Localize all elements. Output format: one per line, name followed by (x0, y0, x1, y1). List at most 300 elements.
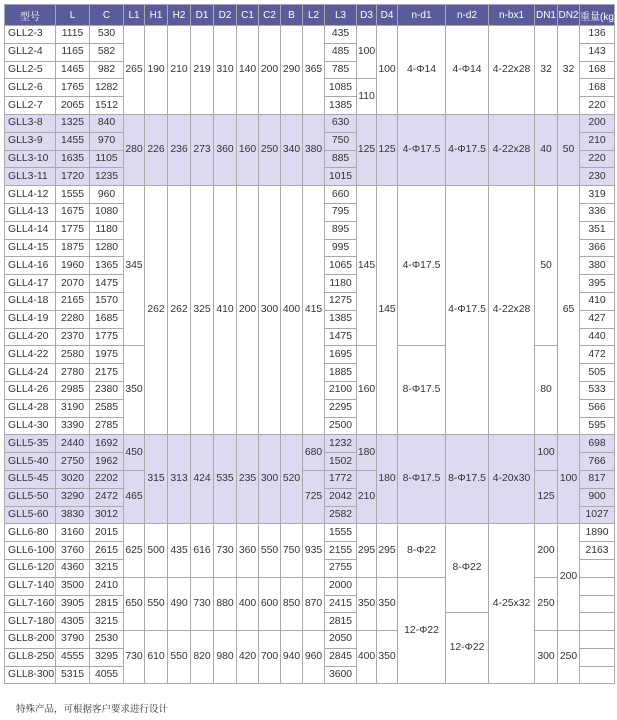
D3-cell: 110 (357, 79, 377, 115)
col-header-nd1: n-d1 (398, 5, 446, 26)
L1-cell: 465 (124, 470, 145, 523)
DN1-cell: 125 (535, 470, 558, 523)
weight-cell: 210 (580, 132, 615, 150)
H2-cell: 262 (168, 186, 191, 435)
model-cell: GLL4-28 (5, 399, 56, 417)
L3-cell: 885 (325, 150, 357, 168)
nd2-cell: 4-Φ17.5 (446, 114, 489, 185)
L1-cell: 280 (124, 114, 145, 185)
C-cell: 1685 (90, 310, 124, 328)
weight-cell (580, 648, 615, 666)
H1-cell: 190 (145, 26, 168, 115)
table-row (5, 524, 615, 542)
col-header-L: L (56, 5, 90, 26)
weight-cell: 766 (580, 453, 615, 471)
weight-cell: 220 (580, 150, 615, 168)
L3-cell: 1232 (325, 435, 357, 453)
C-cell: 1280 (90, 239, 124, 257)
C-cell: 970 (90, 132, 124, 150)
model-cell: GLL2-6 (5, 79, 56, 97)
C-cell: 1235 (90, 168, 124, 186)
DN1-cell: 100 (535, 435, 558, 471)
model-cell: GLL4-18 (5, 292, 56, 310)
nbx1-cell: 4-22x28 (489, 26, 535, 115)
model-cell: GLL4-20 (5, 328, 56, 346)
C-cell: 2410 (90, 577, 124, 595)
weight-cell: 336 (580, 203, 615, 221)
C-cell: 1512 (90, 97, 124, 115)
D1-cell: 219 (191, 26, 214, 115)
L3-cell: 2155 (325, 542, 357, 560)
C1-cell: 360 (237, 524, 259, 577)
weight-cell: 817 (580, 470, 615, 488)
col-header-weight: 重量(kg) (580, 5, 615, 26)
model-cell: GLL5-50 (5, 488, 56, 506)
col-header-L3: L3 (325, 5, 357, 26)
H2-cell: 550 (168, 631, 191, 684)
B-cell: 340 (281, 114, 303, 185)
D3-cell: 180 (357, 435, 377, 471)
DN2-cell: 50 (558, 114, 580, 185)
C-cell: 2530 (90, 631, 124, 649)
footnote: 特殊产品，可根据客户要求进行设计 (16, 704, 169, 715)
L-cell: 2580 (56, 346, 90, 364)
model-cell: GLL8-300 (5, 666, 56, 684)
D2-cell: 880 (214, 577, 237, 630)
L-cell: 3160 (56, 524, 90, 542)
L1-cell: 650 (124, 577, 145, 630)
D3-cell: 125 (357, 114, 377, 185)
L-cell: 3390 (56, 417, 90, 435)
nbx1-cell: 4-25x32 (489, 524, 535, 684)
DN1-cell: 50 (535, 186, 558, 346)
model-cell: GLL5-60 (5, 506, 56, 524)
nd1-cell: 12-Φ22 (398, 577, 446, 684)
col-header-nd2: n-d2 (446, 5, 489, 26)
L-cell: 1325 (56, 114, 90, 132)
model-cell: GLL3-8 (5, 114, 56, 132)
nd2-cell: 8-Φ17.5 (446, 435, 489, 524)
weight-cell: 1027 (580, 506, 615, 524)
C-cell: 1570 (90, 292, 124, 310)
L3-cell: 2295 (325, 399, 357, 417)
weight-cell: 533 (580, 381, 615, 399)
C-cell: 2015 (90, 524, 124, 542)
D2-cell: 980 (214, 631, 237, 684)
L-cell: 1455 (56, 132, 90, 150)
DN1-cell: 300 (535, 631, 558, 684)
H2-cell: 435 (168, 524, 191, 577)
weight-cell: 900 (580, 488, 615, 506)
DN1-cell: 250 (535, 577, 558, 630)
C-cell: 2202 (90, 470, 124, 488)
nd1-cell: 4-Φ17.5 (398, 114, 446, 185)
C-cell: 1692 (90, 435, 124, 453)
L3-cell: 630 (325, 114, 357, 132)
L3-cell: 1502 (325, 453, 357, 471)
weight-cell: 136 (580, 26, 615, 44)
L-cell: 3020 (56, 470, 90, 488)
model-cell: GLL7-180 (5, 613, 56, 631)
L1-cell: 625 (124, 524, 145, 577)
model-cell: GLL4-17 (5, 275, 56, 293)
col-header-DN2: DN2 (558, 5, 580, 26)
col-header-model: 型号 (5, 5, 56, 26)
weight-cell: 143 (580, 43, 615, 61)
DN2-cell: 200 (558, 524, 580, 631)
model-cell: GLL3-9 (5, 132, 56, 150)
weight-cell: 319 (580, 186, 615, 204)
C-cell: 960 (90, 186, 124, 204)
weight-cell: 410 (580, 292, 615, 310)
weight-cell: 505 (580, 364, 615, 382)
D2-cell: 535 (214, 435, 237, 524)
C-cell: 2472 (90, 488, 124, 506)
model-cell: GLL6-120 (5, 559, 56, 577)
weight-cell: 440 (580, 328, 615, 346)
L3-cell: 1772 (325, 470, 357, 488)
L-cell: 1775 (56, 221, 90, 239)
L-cell: 3190 (56, 399, 90, 417)
model-cell: GLL3-10 (5, 150, 56, 168)
L-cell: 2165 (56, 292, 90, 310)
C-cell: 3295 (90, 648, 124, 666)
L3-cell: 1180 (325, 275, 357, 293)
L3-cell: 1555 (325, 524, 357, 542)
col-header-nbx1: n-bx1 (489, 5, 535, 26)
D1-cell: 424 (191, 435, 214, 524)
C2-cell: 300 (259, 435, 281, 524)
L3-cell: 3600 (325, 666, 357, 684)
col-header-D1: D1 (191, 5, 214, 26)
weight-cell: 595 (580, 417, 615, 435)
D1-cell: 273 (191, 114, 214, 185)
model-cell: GLL4-15 (5, 239, 56, 257)
model-cell: GLL4-24 (5, 364, 56, 382)
C-cell: 2815 (90, 595, 124, 613)
D4-cell: 295 (377, 524, 398, 577)
L3-cell: 2050 (325, 631, 357, 649)
C-cell: 840 (90, 114, 124, 132)
L-cell: 3500 (56, 577, 90, 595)
table-row (5, 435, 615, 453)
L3-cell: 750 (325, 132, 357, 150)
model-cell: GLL5-45 (5, 470, 56, 488)
B-cell: 290 (281, 26, 303, 115)
weight-cell: 351 (580, 221, 615, 239)
L-cell: 4555 (56, 648, 90, 666)
C1-cell: 200 (237, 186, 259, 435)
C-cell: 1282 (90, 79, 124, 97)
H1-cell: 500 (145, 524, 168, 577)
D3-cell: 145 (357, 186, 377, 346)
DN2-cell: 250 (558, 631, 580, 684)
L2-cell: 415 (303, 186, 325, 435)
L2-cell: 680 (303, 435, 325, 471)
C-cell: 982 (90, 61, 124, 79)
model-cell: GLL4-16 (5, 257, 56, 275)
H1-cell: 610 (145, 631, 168, 684)
H1-cell: 226 (145, 114, 168, 185)
L3-cell: 1065 (325, 257, 357, 275)
H1-cell: 262 (145, 186, 168, 435)
L3-cell: 435 (325, 26, 357, 44)
L3-cell: 2415 (325, 595, 357, 613)
C-cell: 1475 (90, 275, 124, 293)
L2-cell: 725 (303, 470, 325, 523)
L3-cell: 1385 (325, 310, 357, 328)
L-cell: 3760 (56, 542, 90, 560)
header-row (5, 5, 615, 26)
model-cell: GLL5-40 (5, 453, 56, 471)
weight-cell: 472 (580, 346, 615, 364)
model-cell: GLL3-11 (5, 168, 56, 186)
C-cell: 1080 (90, 203, 124, 221)
weight-cell (580, 666, 615, 684)
L-cell: 2750 (56, 453, 90, 471)
L3-cell: 1885 (325, 364, 357, 382)
model-cell: GLL8-200 (5, 631, 56, 649)
nd2-cell: 8-Φ22 (446, 524, 489, 613)
L-cell: 1720 (56, 168, 90, 186)
C2-cell: 200 (259, 26, 281, 115)
C-cell: 3215 (90, 559, 124, 577)
DN2-cell: 65 (558, 186, 580, 435)
L-cell: 1555 (56, 186, 90, 204)
L-cell: 2985 (56, 381, 90, 399)
weight-cell: 1890 (580, 524, 615, 542)
L3-cell: 2815 (325, 613, 357, 631)
C-cell: 3012 (90, 506, 124, 524)
L-cell: 2370 (56, 328, 90, 346)
weight-cell (580, 595, 615, 613)
D3-cell: 100 (357, 26, 377, 79)
L-cell: 1465 (56, 61, 90, 79)
L-cell: 3830 (56, 506, 90, 524)
weight-cell: 2163 (580, 542, 615, 560)
L-cell: 1765 (56, 79, 90, 97)
B-cell: 400 (281, 186, 303, 435)
C-cell: 1105 (90, 150, 124, 168)
L-cell: 3290 (56, 488, 90, 506)
L3-cell: 2500 (325, 417, 357, 435)
L2-cell: 960 (303, 631, 325, 684)
col-header-D3: D3 (357, 5, 377, 26)
H2-cell: 236 (168, 114, 191, 185)
col-header-C1: C1 (237, 5, 259, 26)
C2-cell: 600 (259, 577, 281, 630)
D3-cell: 295 (357, 524, 377, 577)
D1-cell: 730 (191, 577, 214, 630)
L-cell: 3790 (56, 631, 90, 649)
D4-cell: 350 (377, 631, 398, 684)
table-row (5, 26, 615, 44)
L2-cell: 365 (303, 26, 325, 115)
D2-cell: 360 (214, 114, 237, 185)
B-cell: 940 (281, 631, 303, 684)
L3-cell: 795 (325, 203, 357, 221)
model-cell: GLL4-14 (5, 221, 56, 239)
col-header-B: B (281, 5, 303, 26)
weight-cell (580, 613, 615, 631)
weight-cell: 395 (580, 275, 615, 293)
L3-cell: 1475 (325, 328, 357, 346)
L-cell: 2280 (56, 310, 90, 328)
model-cell: GLL4-12 (5, 186, 56, 204)
D1-cell: 820 (191, 631, 214, 684)
L-cell: 2440 (56, 435, 90, 453)
D1-cell: 616 (191, 524, 214, 577)
C-cell: 2615 (90, 542, 124, 560)
L3-cell: 2042 (325, 488, 357, 506)
L3-cell: 1015 (325, 168, 357, 186)
D4-cell: 180 (377, 435, 398, 524)
L-cell: 1165 (56, 43, 90, 61)
col-header-D2: D2 (214, 5, 237, 26)
C1-cell: 160 (237, 114, 259, 185)
C-cell: 1365 (90, 257, 124, 275)
L3-cell: 1275 (325, 292, 357, 310)
C-cell: 530 (90, 26, 124, 44)
weight-cell (580, 577, 615, 595)
C1-cell: 400 (237, 577, 259, 630)
D3-cell: 350 (357, 577, 377, 630)
weight-cell: 380 (580, 257, 615, 275)
C-cell: 1775 (90, 328, 124, 346)
weight-cell (580, 559, 615, 577)
C-cell: 2585 (90, 399, 124, 417)
L3-cell: 2582 (325, 506, 357, 524)
H1-cell: 315 (145, 435, 168, 524)
L-cell: 4305 (56, 613, 90, 631)
DN2-cell: 100 (558, 435, 580, 524)
L1-cell: 450 (124, 435, 145, 471)
weight-cell: 168 (580, 61, 615, 79)
D2-cell: 410 (214, 186, 237, 435)
H2-cell: 313 (168, 435, 191, 524)
C-cell: 3215 (90, 613, 124, 631)
C-cell: 4055 (90, 666, 124, 684)
C-cell: 2175 (90, 364, 124, 382)
nbx1-cell: 4-20x30 (489, 435, 535, 524)
nbx1-cell: 4-22x28 (489, 186, 535, 435)
DN1-cell: 200 (535, 524, 558, 577)
L1-cell: 345 (124, 186, 145, 346)
L3-cell: 1385 (325, 97, 357, 115)
D3-cell: 160 (357, 346, 377, 435)
nd1-cell: 4-Φ17.5 (398, 186, 446, 346)
C-cell: 582 (90, 43, 124, 61)
H1-cell: 550 (145, 577, 168, 630)
weight-cell (580, 631, 615, 649)
D4-cell: 125 (377, 114, 398, 185)
model-cell: GLL6-80 (5, 524, 56, 542)
L3-cell: 485 (325, 43, 357, 61)
model-cell: GLL8-250 (5, 648, 56, 666)
L3-cell: 1085 (325, 79, 357, 97)
L-cell: 4360 (56, 559, 90, 577)
model-cell: GLL4-22 (5, 346, 56, 364)
weight-cell: 427 (580, 310, 615, 328)
L3-cell: 895 (325, 221, 357, 239)
D3-cell: 210 (357, 470, 377, 523)
B-cell: 520 (281, 435, 303, 524)
D4-cell: 100 (377, 26, 398, 115)
col-header-H2: H2 (168, 5, 191, 26)
model-cell: GLL4-30 (5, 417, 56, 435)
L3-cell: 2100 (325, 381, 357, 399)
col-header-L1: L1 (124, 5, 145, 26)
C1-cell: 235 (237, 435, 259, 524)
L-cell: 1675 (56, 203, 90, 221)
col-header-C: C (90, 5, 124, 26)
H2-cell: 490 (168, 577, 191, 630)
model-cell: GLL2-4 (5, 43, 56, 61)
col-header-H1: H1 (145, 5, 168, 26)
nd1-cell: 8-Φ17.5 (398, 346, 446, 435)
D4-cell: 145 (377, 186, 398, 435)
model-cell: GLL7-140 (5, 577, 56, 595)
weight-cell: 200 (580, 114, 615, 132)
model-cell: GLL5-35 (5, 435, 56, 453)
C-cell: 1180 (90, 221, 124, 239)
model-cell: GLL6-100 (5, 542, 56, 560)
C2-cell: 550 (259, 524, 281, 577)
C1-cell: 420 (237, 631, 259, 684)
weight-cell: 168 (580, 79, 615, 97)
H2-cell: 210 (168, 26, 191, 115)
nd2-cell: 4-Φ17.5 (446, 186, 489, 435)
model-cell: GLL2-3 (5, 26, 56, 44)
model-cell: GLL2-7 (5, 97, 56, 115)
L-cell: 2780 (56, 364, 90, 382)
nd1-cell: 8-Φ22 (398, 524, 446, 577)
model-cell: GLL2-5 (5, 61, 56, 79)
C-cell: 2785 (90, 417, 124, 435)
col-header-D4: D4 (377, 5, 398, 26)
model-cell: GLL4-19 (5, 310, 56, 328)
weight-cell: 366 (580, 239, 615, 257)
weight-cell: 230 (580, 168, 615, 186)
L3-cell: 995 (325, 239, 357, 257)
L-cell: 1635 (56, 150, 90, 168)
weight-cell: 566 (580, 399, 615, 417)
L-cell: 1960 (56, 257, 90, 275)
L2-cell: 870 (303, 577, 325, 630)
L3-cell: 2845 (325, 648, 357, 666)
D2-cell: 310 (214, 26, 237, 115)
model-cell: GLL7-160 (5, 595, 56, 613)
L3-cell: 2000 (325, 577, 357, 595)
B-cell: 850 (281, 577, 303, 630)
table-row (5, 186, 615, 204)
D1-cell: 325 (191, 186, 214, 435)
C2-cell: 700 (259, 631, 281, 684)
DN1-cell: 40 (535, 114, 558, 185)
col-header-L2: L2 (303, 5, 325, 26)
nd2-cell: 4-Φ14 (446, 26, 489, 115)
L3-cell: 1695 (325, 346, 357, 364)
model-cell: GLL4-13 (5, 203, 56, 221)
nd1-cell: 4-Φ14 (398, 26, 446, 115)
L3-cell: 785 (325, 61, 357, 79)
nd1-cell: 8-Φ17.5 (398, 435, 446, 524)
C-cell: 1975 (90, 346, 124, 364)
specification-table (4, 4, 615, 684)
D2-cell: 730 (214, 524, 237, 577)
L-cell: 1115 (56, 26, 90, 44)
L3-cell: 2755 (325, 559, 357, 577)
